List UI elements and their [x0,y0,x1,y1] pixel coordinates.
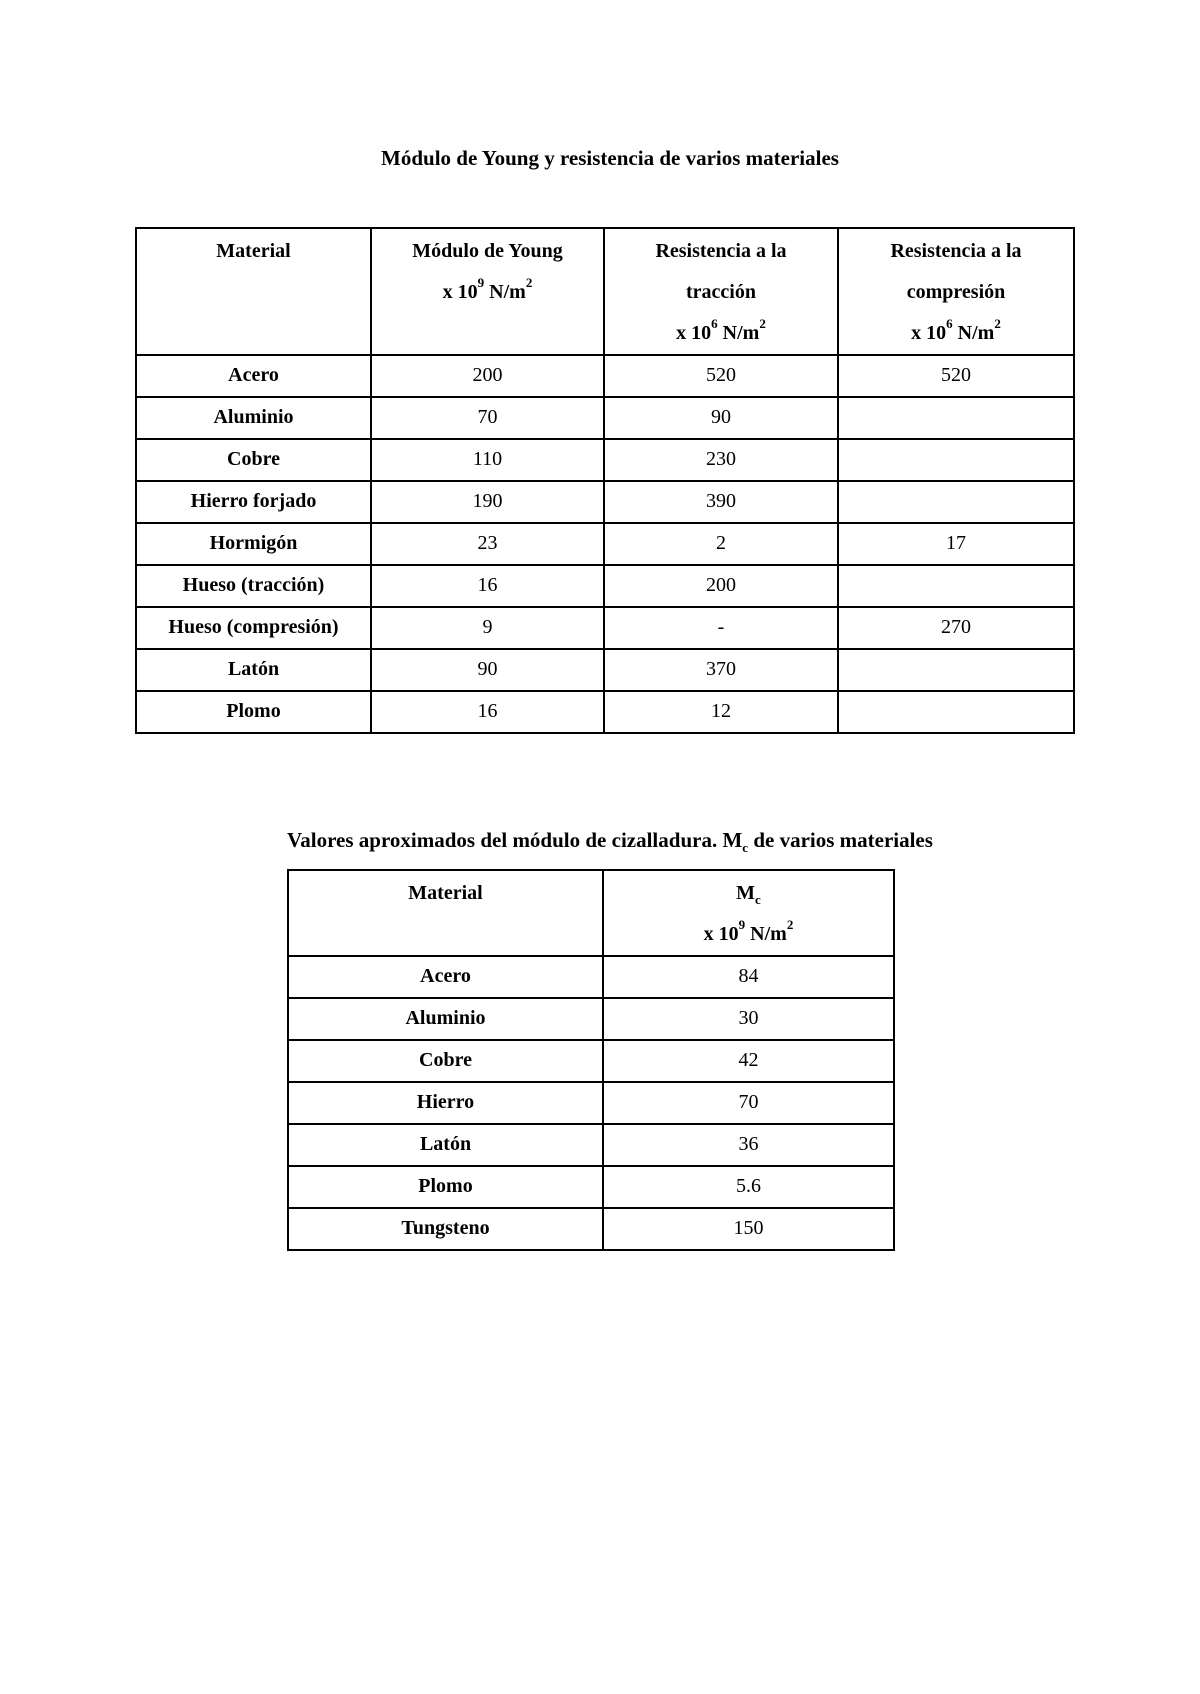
table-row [288,1124,894,1166]
young-value-cell: 9 [371,607,604,649]
compression-value-cell: 270 [838,607,1074,649]
compression-value-cell [838,439,1074,481]
header-compression-strength [838,228,1074,355]
compression-value-cell [838,649,1074,691]
header-material [136,228,371,355]
header-young-label: Módulo de Young [412,240,563,262]
table-row [136,565,1074,607]
tension-value-cell: 12 [604,691,838,733]
unit-exponent: 2 [525,275,533,291]
table-row [288,1082,894,1124]
tension-value-cell: 370 [604,649,838,691]
header-material [288,870,603,956]
compression-value-cell: 520 [838,355,1074,397]
table-row [288,1040,894,1082]
table-row [136,397,1074,439]
table-header-row [288,870,894,956]
header-tension-strength [604,228,838,355]
material-cell: Latón [288,1124,603,1166]
header-tension-label-2: tracción [686,281,756,303]
tension-value-cell: 520 [604,355,838,397]
table-row [136,691,1074,733]
table-row [288,1166,894,1208]
young-value-cell: 90 [371,649,604,691]
young-value-cell: 23 [371,523,604,565]
unit-name: N/m [745,923,787,945]
table-row [288,1208,894,1250]
tension-value-cell: 200 [604,565,838,607]
header-mc-label [604,873,893,914]
material-cell: Plomo [136,691,371,733]
unit-exponent: 9 [738,917,746,933]
header-material-label: Material [216,240,291,262]
table-header-row [136,228,1074,355]
unit-name: N/m [717,322,760,344]
young-value-cell: 16 [371,691,604,733]
material-cell: Cobre [136,439,371,481]
tension-value-cell: - [604,607,838,649]
unit-prefix: x 10 [703,923,739,945]
material-cell: Acero [136,355,371,397]
young-value-cell: 70 [371,397,604,439]
table-row [136,607,1074,649]
mc-value-cell: 5.6 [603,1166,894,1208]
unit-exponent: 6 [946,316,953,332]
mc-value-cell: 84 [603,956,894,998]
header-compression-unit [839,313,1073,354]
tension-value-cell: 90 [604,397,838,439]
unit-name: N/m [484,281,526,303]
unit-prefix: x 10 [442,281,478,303]
shear-title-suffix: de varios materiales [748,828,933,852]
unit-prefix: x 10 [911,322,947,344]
compression-value-cell [838,397,1074,439]
header-material-label: Material [408,882,483,904]
table-row [136,355,1074,397]
young-value-cell: 190 [371,481,604,523]
tension-value-cell: 230 [604,439,838,481]
table-row [136,481,1074,523]
compression-value-cell [838,691,1074,733]
tension-value-cell: 390 [604,481,838,523]
young-value-cell: 200 [371,355,604,397]
shear-table-title [10,828,1200,856]
mc-value-cell: 42 [603,1040,894,1082]
unit-exponent: 6 [711,316,718,332]
material-cell: Hormigón [136,523,371,565]
material-cell: Hueso (tracción) [136,565,371,607]
material-cell: Cobre [288,1040,603,1082]
material-cell: Acero [288,956,603,998]
unit-exponent: 9 [477,275,485,291]
mc-symbol: M [736,882,756,904]
header-compression-label-2: compresión [906,281,1006,303]
unit-name: N/m [952,322,995,344]
material-cell: Latón [136,649,371,691]
material-cell: Hierro [288,1082,603,1124]
compression-value-cell: 17 [838,523,1074,565]
table-row [136,523,1074,565]
material-cell: Plomo [288,1166,603,1208]
table-row [288,998,894,1040]
header-compression-label-1: Resistencia a la [890,240,1022,262]
unit-exponent: 2 [994,316,1001,332]
material-cell: Aluminio [288,998,603,1040]
header-tension-label-1: Resistencia a la [655,240,787,262]
mc-value-cell: 70 [603,1082,894,1124]
mc-value-cell: 30 [603,998,894,1040]
young-modulus-table [135,227,1075,734]
unit-exponent: 2 [786,917,794,933]
material-cell: Hueso (compresión) [136,607,371,649]
table-row [136,439,1074,481]
shear-modulus-table [287,869,895,1251]
mc-value-cell: 150 [603,1208,894,1250]
table-row [288,956,894,998]
young-value-cell: 16 [371,565,604,607]
material-cell: Aluminio [136,397,371,439]
header-tension-unit [605,313,837,354]
header-young-modulus [371,228,604,355]
material-cell: Hierro forjado [136,481,371,523]
compression-value-cell [838,481,1074,523]
header-mc-unit [604,914,893,955]
unit-prefix: x 10 [676,322,712,344]
mc-value-cell: 36 [603,1124,894,1166]
shear-title-subscript: c [742,840,749,856]
header-shear-modulus [603,870,894,956]
header-young-unit [372,272,603,313]
material-cell: Tungsteno [288,1208,603,1250]
young-table-title: Módulo de Young y resistencia de varios materiales [381,146,839,170]
table-row [136,649,1074,691]
young-value-cell: 110 [371,439,604,481]
unit-exponent: 2 [759,316,766,332]
compression-value-cell [838,565,1074,607]
mc-subscript: c [755,892,761,907]
tension-value-cell: 2 [604,523,838,565]
shear-title-text: Valores aproximados del módulo de cizalladura. M [287,828,743,852]
